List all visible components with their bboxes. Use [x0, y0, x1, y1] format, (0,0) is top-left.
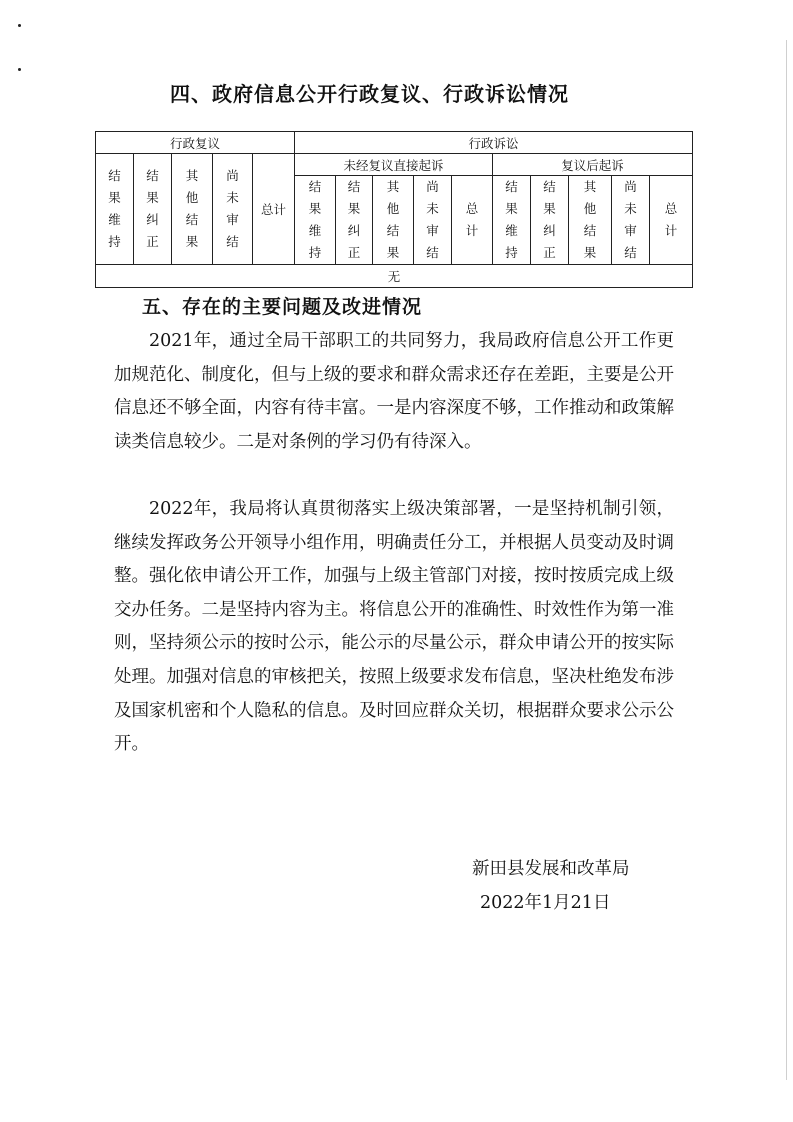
review-corrected-header: 结果纠正: [134, 154, 172, 265]
admin-review-header: 行政复议: [96, 132, 295, 154]
direct-upheld-header: 结果维持: [295, 176, 336, 265]
direct-pending-header: 尚未审结: [414, 176, 452, 265]
direct-other-header: 其他结果: [373, 176, 414, 265]
table-value-cell: 无: [96, 265, 693, 288]
after-upheld-header: 结果维持: [493, 176, 531, 265]
after-other-header: 其他结果: [569, 176, 612, 265]
scan-edge-line: [786, 40, 787, 1080]
admin-litigation-header: 行政诉讼: [295, 132, 693, 154]
direct-total-header: 总计: [452, 176, 493, 265]
review-litigation-table: [95, 131, 693, 288]
signature-date: 2022年1月21日: [480, 893, 611, 913]
review-total-header: 总计: [253, 154, 295, 265]
review-upheld-header: 结果维持: [96, 154, 134, 265]
review-other-header: 其他结果: [172, 154, 213, 265]
scan-mark: [18, 24, 21, 27]
after-pending-header: 尚未审结: [612, 176, 650, 265]
review-pending-header: 尚未审结: [213, 154, 253, 265]
after-total-header: 总计: [650, 176, 693, 265]
section-4-heading: 四、政府信息公开行政复议、行政诉讼情况: [170, 82, 569, 106]
section-5-heading: 五、存在的主要问题及改进情况: [142, 296, 423, 318]
direct-suit-header: 未经复议直接起诉: [295, 154, 493, 176]
improvements-paragraph: 2022年，我局将认真贯彻落实上级决策部署，一是坚持机制引领，继续发挥政务公开领导小组作用，明确责任分工，并根据人员变动及时调整。强化依申请公开工作，加强与上级主管部门对接，按时按质完成上级交办任务。二是坚持内容为主。将信息公开的准确性、时效性作为第一准则，坚持须公示的按时公示，能公示的尽量公示，群众申请公开的按实际处理。加强对信息的审核把关，按照上级要求发布信息，坚决杜绝发布涉及国家机密和个人隐私的信息。及时回应群众关切，根据群众要求公示公开。: [114, 499, 674, 755]
after-corrected-header: 结果纠正: [531, 176, 569, 265]
direct-corrected-header: 结果纠正: [336, 176, 373, 265]
problems-paragraph: 2021年，通过全局干部职工的共同努力，我局政府信息公开工作更加规范化、制度化，但与上级的要求和群众需求还存在差距，主要是公开信息还不够全面，内容有待丰富。一是内容深度不够，工作推动和政策解读类信息较少。二是对条例的学习仍有待深入。: [114, 331, 674, 452]
after-review-suit-header: 复议后起诉: [493, 154, 693, 176]
scan-mark: [18, 68, 21, 71]
signature-organization: 新田县发展和改革局: [472, 859, 630, 879]
